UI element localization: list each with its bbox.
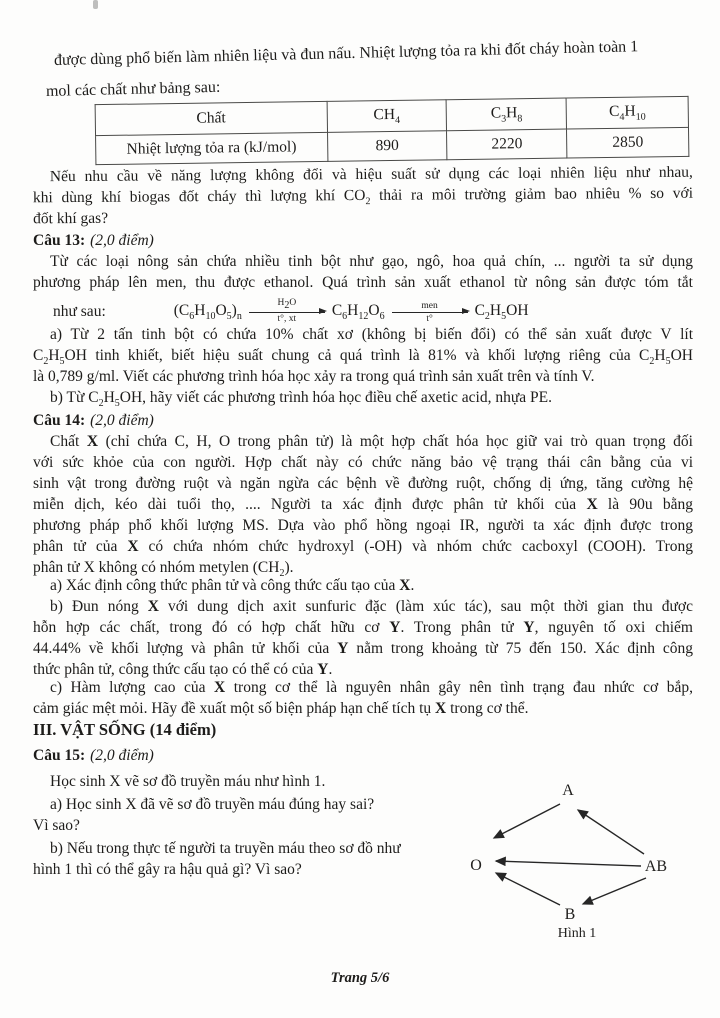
paragraph-line: phương pháp phổ khối lượng MS. Dựa vào phổ hồng ngoại IR, người ta xác định được trong — [33, 517, 693, 534]
arrow-a-to-o — [494, 804, 560, 838]
equation-product: $C_2H_5OH$ — [474, 301, 529, 323]
table-header-c3h8: $C_3H_8$ — [446, 98, 566, 131]
paragraph-line: hỗn hợp các chất, trong đó có hợp chất hữu cơ Y. Trong phân tử Y, nguyên tố oxi chiếm — [33, 619, 693, 636]
biogas-paragraph — [33, 164, 693, 232]
reaction-arrow-icon — [392, 300, 468, 324]
arrow-ab-to-o — [496, 861, 641, 866]
arrow-condition-bottom: t° — [426, 313, 433, 324]
cau14-part-b — [33, 598, 693, 682]
question-number: Câu 14: — [33, 412, 86, 429]
equation-intro-label: như sau: — [53, 303, 106, 320]
cau13-paragraph — [33, 253, 693, 295]
node-label-ab: AB — [644, 858, 668, 875]
paragraph-line: sinh vật trong đường ruột và ngăn ngừa các bệnh về đường ruột, chống dị ứng, tăng cường hệ — [33, 475, 693, 492]
question-number: Câu 13: — [33, 232, 86, 249]
arrow-ab-to-a — [578, 810, 644, 854]
paragraph-line: $C_2H_5OH$ tinh khiết, biết hiệu suất chung cả quá trình là 81% và khối lượng riêng của $C_2H_5OH$ — [33, 347, 693, 368]
paragraph-line: b) Từ $C_2H_5OH$, hãy viết các phương trình hóa học điều chế axetic acid, nhựa PE. — [50, 389, 552, 410]
cau15-heading — [33, 747, 693, 768]
cau14-part-a — [33, 577, 693, 598]
cau14-heading — [33, 412, 693, 433]
ethanol-production-equation — [33, 294, 693, 330]
table-cell-ch4-value: 890 — [327, 131, 447, 162]
scan-artifact — [93, 0, 98, 9]
paragraph-line: hình 1 thì có thể gây ra hậu quả gì? Vì sao? — [33, 861, 302, 878]
paragraph-line: c) Hàm lượng cao của X trong cơ thể là nguyên nhân gây nên tình trạng đau nhức cơ bắp, — [50, 679, 693, 696]
paragraph-line: với sức khỏe của con người. Hợp chất này có chức năng bảo vệ trạng thái cân bằng của vi — [33, 454, 693, 471]
table-cell-c3h8-value: 2220 — [447, 129, 567, 160]
table-header-substance: Chất — [95, 101, 327, 135]
intro-line-2: mol các chất như bảng sau: — [45, 78, 221, 100]
cau13-part-b — [33, 389, 693, 410]
question-points: (2,0 điểm) — [90, 232, 154, 249]
paragraph-line: Từ các loại nông sản chứa nhiều tinh bột như gạo, ngô, hoa quả chín, ... người ta sử dụng — [50, 253, 693, 270]
table-header-c4h10: $C_4H_{10}$ — [566, 96, 688, 129]
cau15-part-b — [33, 840, 493, 882]
cau15-intro — [33, 773, 493, 794]
paragraph-line: Vì sao? — [33, 817, 80, 834]
question-number: Câu 15: — [33, 747, 86, 764]
paragraph-line: cảm giác mệt mỏi. Hãy đề xuất một số biện pháp hạn chế tích tụ X trong cơ thể. — [33, 700, 529, 717]
blood-transfusion-diagram — [448, 778, 704, 942]
paragraph-line: Chất X (chỉ chứa C, H, O trong phân tử) là một hợp chất hóa học giữ vai trò quan trọng đối — [50, 433, 693, 450]
equation-intermediate: $C_6H_{12}O_6$ — [331, 301, 385, 323]
arrow-condition-top: $H_2O$ — [277, 297, 297, 311]
arrow-b-to-o — [496, 873, 560, 905]
cau14-paragraph — [33, 433, 693, 580]
intro-line-1: được dùng phổ biến làm nhiên liệu và đun nấu. Nhiệt lượng tỏa ra khi đốt cháy hoàn toàn 1 — [53, 38, 639, 69]
paragraph-line: là 0,789 g/ml. Viết các phương trình hóa học xảy ra trong quá trình sản xuất trên và tính V. — [33, 368, 595, 385]
diagram-caption: Hình 1 — [557, 926, 597, 941]
cau14-part-c — [33, 679, 693, 721]
node-label-b: B — [564, 906, 576, 923]
paragraph-line: a) Học sinh X đã vẽ sơ đồ truyền máu đúng hay sai? — [50, 796, 375, 813]
page-number: Trang 5/6 — [330, 970, 390, 986]
paragraph-line: thức phân tử, công thức cấu tạo có thể có của Y. — [33, 661, 333, 678]
node-label-a: A — [562, 782, 574, 799]
node-label-o: O — [470, 857, 482, 874]
arrow-condition-top: men — [421, 300, 438, 311]
fuel-heat-table — [95, 96, 690, 165]
paragraph-line: a) Xác định công thức phân tử và công thức cấu tạo của X. — [50, 577, 415, 594]
paragraph-line: miễn dịch, kéo dài tuổi thọ, .... Người ta xác định được phân tử khối của X là 90u bằng — [33, 496, 693, 513]
cau15-part-a — [33, 796, 493, 838]
cau13-heading — [33, 232, 693, 253]
section-3-heading: III. VẬT SỐNG (14 điểm) — [33, 720, 217, 739]
paragraph-line: Học sinh X vẽ sơ đồ truyền máu như hình 1. — [50, 773, 326, 790]
cau13-part-a — [33, 326, 693, 389]
paragraph-line: Nếu nhu cầu về năng lượng không đổi và hiệu suất sử dụng các loại nhiên liệu như nhau, — [49, 163, 693, 186]
table-cell-c4h10-value: 2850 — [567, 127, 689, 158]
paragraph-line: phân tử của X có chứa nhóm chức hydroxyl (-OH) và nhóm chức cacboxyl (COOH). Trong — [33, 538, 693, 555]
reaction-arrow-icon — [249, 297, 325, 324]
paragraph-line: phân tử X không có nhóm metylen $(CH_2)$. — [33, 559, 294, 580]
paragraph-line: khi dùng khí biogas đốt cháy thì lượng khí $CO_2$ thải ra môi trường giảm bao nhiêu % so với — [32, 184, 694, 208]
paragraph-line: b) Nếu trong thực tế người ta truyền máu theo sơ đồ như — [50, 840, 401, 857]
question-points: (2,0 điểm) — [90, 412, 154, 429]
paragraph-line: đốt khí gas? — [33, 209, 109, 228]
table-header-ch4: $CH_4$ — [327, 100, 447, 133]
table-cell-label: Nhiệt lượng tỏa ra (kJ/mol) — [96, 132, 328, 164]
paragraph-line: a) Từ 2 tấn tinh bột có chứa 10% chất xơ (không bị biến đổi) có thể sản xuất được V lít — [50, 326, 693, 343]
equation-reactant: $(C_6H_{10}O_5)_n$ — [173, 301, 242, 323]
arrow-condition-bottom: t°, xt — [277, 313, 297, 324]
paragraph-line: 44.44% về khối lượng và phân tử khối của Y nằm trong khoảng từ 75 đến 150. Xác định công — [33, 640, 693, 657]
paragraph-line: phương pháp lên men, thu được ethanol. Quá trình sản xuất ethanol từ nông sản được tóm tắt — [33, 274, 693, 291]
paragraph-line: b) Đun nóng X với dung dịch axit sunfuric đặc (làm xúc tác), sau một thời gian thu được — [50, 598, 693, 615]
question-points: (2,0 điểm) — [90, 747, 154, 764]
arrow-ab-to-b — [583, 878, 646, 904]
